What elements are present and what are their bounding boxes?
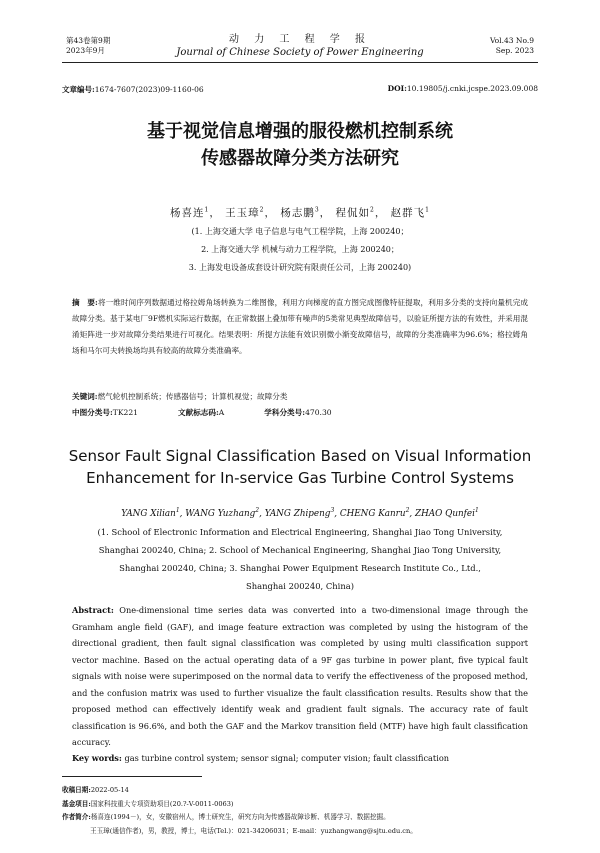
clc-number: 中图分类号:TK221 [72,408,139,417]
affiliation-en: Shanghai 200240, China) [245,581,355,591]
title-cn [62,118,538,172]
abstract-cn-label: 摘 要: [72,298,98,307]
title-en [62,445,538,489]
affiliation-cn: (1. 上海交通大学 电子信息与电气工程学院，上海 200240； [191,227,409,236]
authors-cn: 杨喜连$^1$， 王玉璋$^2$， 杨志鹏$^3$， 程侃如$^2$， 赵群飞$^1$ [169,206,430,219]
abstract-cn [72,295,528,359]
journal-name-cn: 动 力 工 程 学 报 [229,34,371,45]
keywords-en-text: gas turbine control system; sensor signal; computer vision; fault classification [124,753,450,763]
footnote-rule [62,776,202,777]
keywords-cn [72,389,528,405]
author-cn: 程侃如$^2$ [335,206,375,219]
author-en: YANG Zhipeng$^3$ [264,507,335,519]
volume-cn: 第43卷第9期 [66,36,111,45]
author-cn: 赵群飞$^1$ [390,206,430,219]
header-right [490,36,534,56]
header-left [66,36,110,56]
affiliation-en: (1. School of Electronic Information and Electrical Engineering, Shanghai Jiao Tong University, [97,527,503,537]
article-meta [62,84,538,95]
classification-cn [72,405,372,421]
volume-en: Vol.43 No.9 [489,36,534,45]
abstract-en-text: One-dimensional time series data was converted into a two-dimensional image through the Gramham angle field (GAF), and image feature extraction was completed by using the histogram of the directional gradient, then fault signal classification was completed by using multi classification support vector machine. Based on the actual operating data of a 9F gas turbine in power plant, five typical fault signals with noise were superimposed on the normal data to verify the effectiveness of the proposed method, and the confusion matrix was used to further visualize the fault classification results. Results show that the proposed method can effectively identify weak and gradient fault signals. The accuracy rate of fault classification is 96.6%, and both the GAF and the Markov transition field (MTF) have high fault classification accuracy. [72,605,528,747]
date-cn: 2023年9月 [66,46,105,55]
author-en: ZHAO Qunfei$^1$ [414,507,479,519]
fund-project: 基金项目:国家科技重大专项资助项目(20.?-V-0011-0063) [62,799,234,808]
abstract-en [72,602,528,751]
keywords-en [72,750,528,766]
affiliation-cn: 2. 上海交通大学 机械与动力工程学院，上海 200240； [201,245,399,254]
doi: DOI:10.19805/j.cnki.jcspe.2023.09.008 [387,84,538,93]
title-en-line1: Sensor Fault Signal Classification Based on Visual Information [68,447,532,465]
author-cn: 王玉璋$^2$ [225,206,265,219]
author-bio: 作者简介:杨喜连(1994－)，女，安徽宿州人，博士研究生，研究方向为传感器故障诊断、机器学习、数据挖掘。 [62,813,390,821]
author-cn: 杨喜连$^1$ [169,206,210,219]
header-center [150,34,450,59]
received-date: 收稿日期:2022-05-14 [62,786,129,794]
keywords-cn-label: 关键词: [72,392,98,401]
author-cn: 杨志鹏$^3$ [280,206,320,219]
header-rule [62,62,538,63]
author-en: WANG Yuzhang$^2$ [185,507,260,519]
subject-code: 学科分类号:470.30 [264,408,332,417]
title-en-line2: Enhancement for In-service Gas Turbine Control Systems [86,469,514,487]
corresponding-author: 王玉璋(通信作者)，男，教授，博士，电话(Tel.)：021-34206031；E-mail：yuzhangwang@sjtu.edu.cn。 [90,826,417,835]
date-en: Sep. 2023 [495,46,534,55]
keywords-en-label: Key words: [72,753,122,763]
affiliation-cn: 3. 上海发电设备成套设计研究院有限责任公司，上海 200240) [188,263,412,272]
title-cn-line2: 传感器故障分类方法研究 [201,148,399,169]
author-en: YANG Xilian$^1$ [121,507,180,519]
authors-en: YANG Xilian$^1$, WANG Yuzhang$^2$, YANG Zhipeng$^3$, CHENG Kanru$^2$, ZHAO Qunfei$^1$ [121,507,479,519]
abstract-cn-text: 将一维时间序列数据通过格拉姆角场转换为二维图像，利用方向梯度的直方图完成图像特征提取，利用多分类的支持向量机完成故障分类。基于某电厂9F燃机实际运行数据，在正常数据上叠加带有噪声的5类常见典型故障信号，以验证所提方法的有效性，并采用混淆矩阵进一步对故障分类结果进行可视化。结果表明：所提方法能有效识别微小渐变故障信号，故障的分类准确率为96.6%；格拉姆角场和马尔可夫转换场均具有较高的故障分类准确率。 [72,298,528,355]
journal-name-en: Journal of Chinese Society of Power Engineering [176,47,424,58]
article-number: 文章编号:1674-7607(2023)09-1160-06 [62,85,204,94]
document-code: 文献标志码:A [178,408,225,417]
affiliation-en: Shanghai 200240, China; 2. School of Mechanical Engineering, Shanghai Jiao Tong University, [98,545,502,555]
abstract-en-label: Abstract: [72,605,114,615]
title-cn-line1: 基于视觉信息增强的服役燃机控制系统 [147,121,453,142]
affiliations-en [70,523,530,595]
footnotes [62,784,538,838]
affiliation-en: Shanghai 200240, China; 3. Shanghai Power Equipment Research Institute Co., Ltd., [119,563,481,573]
affiliations-cn [62,223,538,277]
keywords-cn-text: 燃气轮机控制系统；传感器信号；计算机视觉；故障分类 [97,392,288,401]
author-en: CHENG Kanru$^2$ [339,507,410,519]
